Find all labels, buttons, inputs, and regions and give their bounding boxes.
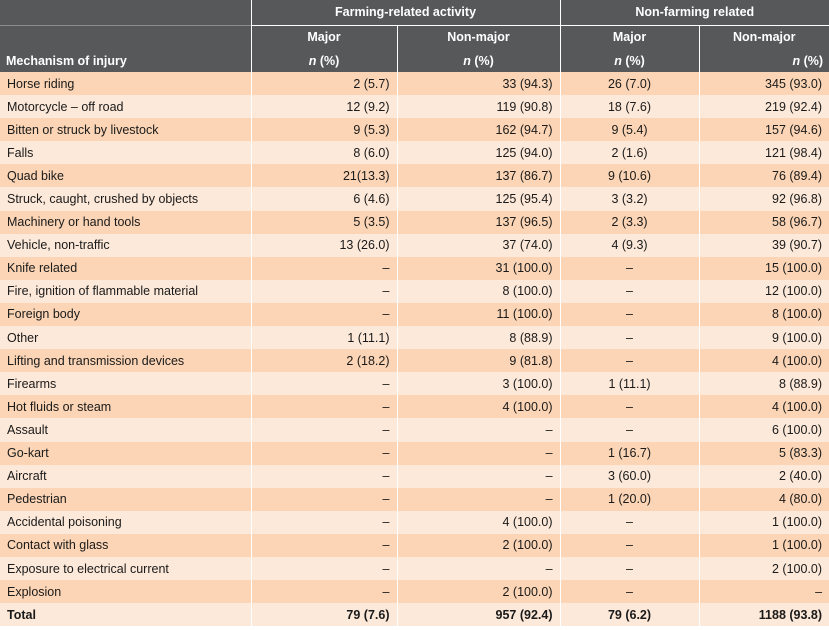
farm-major-cell: – bbox=[251, 418, 397, 441]
nonfarm-nonmajor-cell: 8 (100.0) bbox=[699, 303, 829, 326]
nonfarm-major-cell: – bbox=[560, 280, 699, 303]
nonfarm-major-cell: 3 (3.2) bbox=[560, 187, 699, 210]
nonfarm-nonmajor-cell: 15 (100.0) bbox=[699, 257, 829, 280]
nonfarm-major-cell: – bbox=[560, 580, 699, 603]
col-header-n-pct bbox=[251, 49, 397, 72]
farm-major-cell: – bbox=[251, 465, 397, 488]
nonfarm-major-cell: 1 (11.1) bbox=[560, 372, 699, 395]
header-blank-2 bbox=[0, 25, 251, 49]
table-row bbox=[0, 211, 829, 234]
mechanism-cell: Quad bike bbox=[0, 164, 251, 187]
col-header-n-pct bbox=[397, 49, 560, 72]
mechanism-cell: Fire, ignition of flammable material bbox=[0, 280, 251, 303]
farm-major-cell: 79 (7.6) bbox=[251, 603, 397, 626]
farm-nonmajor-cell: 3 (100.0) bbox=[397, 372, 560, 395]
group-header-farming: Farming-related activity bbox=[251, 0, 560, 25]
farm-major-cell: – bbox=[251, 534, 397, 557]
pct-label: (%) bbox=[621, 53, 645, 68]
nonfarm-major-cell: – bbox=[560, 349, 699, 372]
table-row bbox=[0, 72, 829, 95]
farm-nonmajor-cell: 2 (100.0) bbox=[397, 534, 560, 557]
n-label: n bbox=[308, 53, 317, 68]
col-header-nonfarm-major: Major bbox=[560, 25, 699, 49]
farm-nonmajor-cell: 137 (96.5) bbox=[397, 211, 560, 234]
nonfarm-nonmajor-cell: 4 (100.0) bbox=[699, 349, 829, 372]
pct-label: (%) bbox=[470, 53, 494, 68]
mechanism-cell: Other bbox=[0, 326, 251, 349]
farm-major-cell: 9 (5.3) bbox=[251, 118, 397, 141]
table-row bbox=[0, 418, 829, 441]
nonfarm-major-cell: 1 (16.7) bbox=[560, 442, 699, 465]
nonfarm-major-cell: 26 (7.0) bbox=[560, 72, 699, 95]
nonfarm-nonmajor-cell: 121 (98.4) bbox=[699, 141, 829, 164]
farm-major-cell: – bbox=[251, 257, 397, 280]
farm-nonmajor-cell: – bbox=[397, 488, 560, 511]
nonfarm-nonmajor-cell: 4 (100.0) bbox=[699, 395, 829, 418]
mechanism-cell: Contact with glass bbox=[0, 534, 251, 557]
nonfarm-nonmajor-cell: 1 (100.0) bbox=[699, 534, 829, 557]
table-row bbox=[0, 280, 829, 303]
mechanism-cell: Knife related bbox=[0, 257, 251, 280]
table-row bbox=[0, 95, 829, 118]
col-header-farm-nonmajor: Non-major bbox=[397, 25, 560, 49]
nonfarm-major-cell: 4 (9.3) bbox=[560, 234, 699, 257]
farm-nonmajor-cell: 31 (100.0) bbox=[397, 257, 560, 280]
n-label: n bbox=[463, 53, 471, 68]
nonfarm-major-cell: – bbox=[560, 418, 699, 441]
farm-major-cell: – bbox=[251, 511, 397, 534]
nonfarm-nonmajor-cell: 4 (80.0) bbox=[699, 488, 829, 511]
nonfarm-major-cell: 2 (1.6) bbox=[560, 141, 699, 164]
nonfarm-major-cell: – bbox=[560, 395, 699, 418]
farm-nonmajor-cell: 8 (100.0) bbox=[397, 280, 560, 303]
mechanism-cell: Explosion bbox=[0, 580, 251, 603]
mechanism-cell: Go-kart bbox=[0, 442, 251, 465]
table-row bbox=[0, 442, 829, 465]
nonfarm-nonmajor-cell: 1 (100.0) bbox=[699, 511, 829, 534]
pct-label: (%) bbox=[800, 53, 824, 68]
farm-nonmajor-cell: – bbox=[397, 418, 560, 441]
nonfarm-major-cell: – bbox=[560, 534, 699, 557]
table-row bbox=[0, 257, 829, 280]
farm-major-cell: 2 (18.2) bbox=[251, 349, 397, 372]
mechanism-cell: Total bbox=[0, 603, 251, 626]
nonfarm-nonmajor-cell: – bbox=[699, 580, 829, 603]
farm-nonmajor-cell: 4 (100.0) bbox=[397, 395, 560, 418]
table-row bbox=[0, 534, 829, 557]
nonfarm-nonmajor-cell: 58 (96.7) bbox=[699, 211, 829, 234]
table-row bbox=[0, 511, 829, 534]
mechanism-cell: Falls bbox=[0, 141, 251, 164]
farm-nonmajor-cell: – bbox=[397, 465, 560, 488]
farm-nonmajor-cell: 37 (74.0) bbox=[397, 234, 560, 257]
mechanism-cell: Horse riding bbox=[0, 72, 251, 95]
mechanism-cell: Bitten or struck by livestock bbox=[0, 118, 251, 141]
col-header-nonfarm-nonmajor: Non-major bbox=[699, 25, 829, 49]
farm-major-cell: 13 (26.0) bbox=[251, 234, 397, 257]
table-row bbox=[0, 326, 829, 349]
mechanism-cell: Lifting and transmission devices bbox=[0, 349, 251, 372]
table-row bbox=[0, 303, 829, 326]
nonfarm-nonmajor-cell: 5 (83.3) bbox=[699, 442, 829, 465]
farm-nonmajor-cell: 957 (92.4) bbox=[397, 603, 560, 626]
nonfarm-nonmajor-cell: 219 (92.4) bbox=[699, 95, 829, 118]
nonfarm-nonmajor-cell: 2 (100.0) bbox=[699, 557, 829, 580]
nonfarm-major-cell: 2 (3.3) bbox=[560, 211, 699, 234]
table-row bbox=[0, 557, 829, 580]
farm-nonmajor-cell: 137 (86.7) bbox=[397, 164, 560, 187]
mechanism-cell: Motorcycle – off road bbox=[0, 95, 251, 118]
mechanism-cell: Hot fluids or steam bbox=[0, 395, 251, 418]
group-header-nonfarming: Non-farming related bbox=[560, 0, 829, 25]
nonfarm-major-cell: 79 (6.2) bbox=[560, 603, 699, 626]
farm-major-cell: – bbox=[251, 372, 397, 395]
farm-major-cell: – bbox=[251, 280, 397, 303]
nonfarm-nonmajor-cell: 345 (93.0) bbox=[699, 72, 829, 95]
farm-nonmajor-cell: 11 (100.0) bbox=[397, 303, 560, 326]
nonfarm-major-cell: – bbox=[560, 326, 699, 349]
nonfarm-major-cell: 9 (10.6) bbox=[560, 164, 699, 187]
table-row bbox=[0, 488, 829, 511]
table-row bbox=[0, 141, 829, 164]
farm-major-cell: 12 (9.2) bbox=[251, 95, 397, 118]
farm-nonmajor-cell: 8 (88.9) bbox=[397, 326, 560, 349]
table-body bbox=[0, 72, 829, 626]
farm-major-cell: – bbox=[251, 303, 397, 326]
farm-major-cell: 6 (4.6) bbox=[251, 187, 397, 210]
col-header-n-pct bbox=[560, 49, 699, 72]
mechanism-cell: Struck, caught, crushed by objects bbox=[0, 187, 251, 210]
farm-nonmajor-cell: 2 (100.0) bbox=[397, 580, 560, 603]
farm-nonmajor-cell: 4 (100.0) bbox=[397, 511, 560, 534]
nonfarm-major-cell: – bbox=[560, 257, 699, 280]
table-row bbox=[0, 118, 829, 141]
nonfarm-major-cell: 18 (7.6) bbox=[560, 95, 699, 118]
col-header-farm-major: Major bbox=[251, 25, 397, 49]
table-row bbox=[0, 234, 829, 257]
farm-nonmajor-cell: 162 (94.7) bbox=[397, 118, 560, 141]
mechanism-cell: Aircraft bbox=[0, 465, 251, 488]
nonfarm-nonmajor-cell: 6 (100.0) bbox=[699, 418, 829, 441]
nonfarm-nonmajor-cell: 9 (100.0) bbox=[699, 326, 829, 349]
farm-nonmajor-cell: 9 (81.8) bbox=[397, 349, 560, 372]
farm-major-cell: 8 (6.0) bbox=[251, 141, 397, 164]
nonfarm-nonmajor-cell: 76 (89.4) bbox=[699, 164, 829, 187]
header-blank bbox=[0, 0, 251, 25]
farm-nonmajor-cell: – bbox=[397, 557, 560, 580]
table-row bbox=[0, 372, 829, 395]
table-row bbox=[0, 349, 829, 372]
farm-nonmajor-cell: – bbox=[397, 442, 560, 465]
mechanism-cell: Foreign body bbox=[0, 303, 251, 326]
farm-major-cell: 21(13.3) bbox=[251, 164, 397, 187]
nonfarm-nonmajor-cell: 2 (40.0) bbox=[699, 465, 829, 488]
nonfarm-nonmajor-cell: 12 (100.0) bbox=[699, 280, 829, 303]
nonfarm-major-cell: 9 (5.4) bbox=[560, 118, 699, 141]
mechanism-cell: Firearms bbox=[0, 372, 251, 395]
farm-major-cell: – bbox=[251, 488, 397, 511]
nonfarm-major-cell: 3 (60.0) bbox=[560, 465, 699, 488]
nonfarm-nonmajor-cell: 92 (96.8) bbox=[699, 187, 829, 210]
mechanism-cell: Assault bbox=[0, 418, 251, 441]
farm-major-cell: – bbox=[251, 442, 397, 465]
n-label: n bbox=[792, 53, 801, 68]
mechanism-cell: Vehicle, non-traffic bbox=[0, 234, 251, 257]
farm-major-cell: – bbox=[251, 395, 397, 418]
col-header-mechanism: Mechanism of injury bbox=[0, 49, 251, 72]
farm-nonmajor-cell: 125 (94.0) bbox=[397, 141, 560, 164]
mechanism-cell: Machinery or hand tools bbox=[0, 211, 251, 234]
farm-major-cell: 1 (11.1) bbox=[251, 326, 397, 349]
table-row bbox=[0, 465, 829, 488]
table-row bbox=[0, 187, 829, 210]
farm-major-cell: 2 (5.7) bbox=[251, 72, 397, 95]
nonfarm-nonmajor-cell: 157 (94.6) bbox=[699, 118, 829, 141]
mechanism-cell: Accidental poisoning bbox=[0, 511, 251, 534]
nonfarm-nonmajor-cell: 1188 (93.8) bbox=[699, 603, 829, 626]
nonfarm-major-cell: 1 (20.0) bbox=[560, 488, 699, 511]
farm-nonmajor-cell: 33 (94.3) bbox=[397, 72, 560, 95]
farm-major-cell: – bbox=[251, 557, 397, 580]
table-row-total bbox=[0, 603, 829, 626]
n-label: n bbox=[614, 53, 622, 68]
nonfarm-major-cell: – bbox=[560, 557, 699, 580]
farm-major-cell: 5 (3.5) bbox=[251, 211, 397, 234]
col-header-n-pct bbox=[699, 49, 829, 72]
nonfarm-major-cell: – bbox=[560, 303, 699, 326]
mechanism-cell: Pedestrian bbox=[0, 488, 251, 511]
nonfarm-nonmajor-cell: 8 (88.9) bbox=[699, 372, 829, 395]
table-row bbox=[0, 395, 829, 418]
pct-label: (%) bbox=[316, 53, 340, 68]
nonfarm-major-cell: – bbox=[560, 511, 699, 534]
farm-major-cell: – bbox=[251, 580, 397, 603]
farm-nonmajor-cell: 125 (95.4) bbox=[397, 187, 560, 210]
table-row bbox=[0, 164, 829, 187]
table-row bbox=[0, 580, 829, 603]
mechanism-cell: Exposure to electrical current bbox=[0, 557, 251, 580]
farm-nonmajor-cell: 119 (90.8) bbox=[397, 95, 560, 118]
nonfarm-nonmajor-cell: 39 (90.7) bbox=[699, 234, 829, 257]
